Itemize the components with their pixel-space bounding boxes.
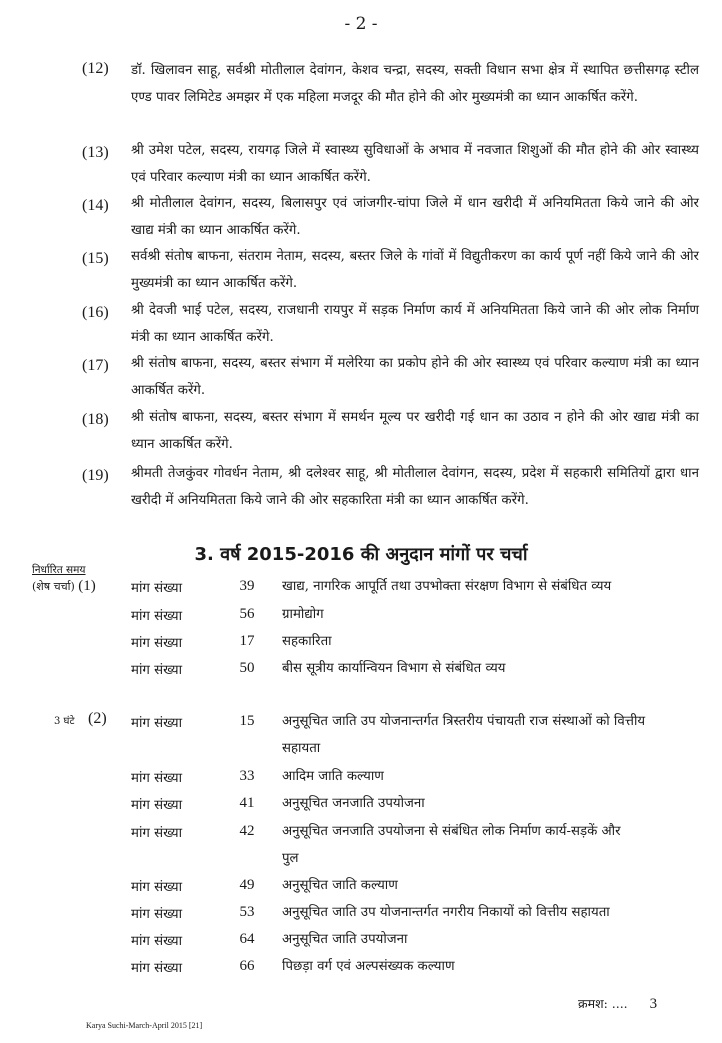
notice-text: श्री संतोष बाफना, सदस्य, बस्तर संभाग में मलेरिया का प्रकोप होने की ओर स्वास्थ्य एवं परिवार कल्याण मंत्री का ध्यान आकर्षित करेंगे. [131,356,699,398]
notice-number: (12) [82,60,109,77]
demand-label: मांग संख्या [131,581,183,596]
demand-label: मांग संख्या [131,934,183,949]
next-page-number: 3 [649,996,658,1012]
notice-number: (17) [82,357,109,374]
group2-time: 3 घंटे [54,716,75,727]
demand-number: 33 [239,768,255,784]
continuation-marker [578,995,657,1013]
notice-text: श्रीमती तेजकुंवर गोवर्धन नेताम, श्री दलेश्वर साहू, श्री मोतीलाल देवांगन, सदस्य, प्रदेश में सहकारी समितियों द्वारा धान खरीदी में अनियमितता किये जाने की ओर सहकारिता मंत्री का ध्यान आकर्षित करेंगे. [131,466,699,508]
section-heading: 3. वर्ष 2015-2016 की अनुदान मांगों पर चर्चा [194,544,528,565]
notice-number: (14) [82,197,109,214]
demand-description: अनुसूचित जाति उप योजनान्तर्गत नगरीय निकायों को वित्तीय सहायता [282,905,610,920]
notice-text: श्री देवजी भाई पटेल, सदस्य, राजधानी रायपुर में सड़क निर्माण कार्य में अनियमितता किये जाने की ओर लोक निर्माण मंत्री का ध्यान आकर्षित करेंगे. [131,303,699,345]
demand-description: अनुसूचित जनजाति उपयोजना [282,796,425,811]
demand-label: मांग संख्या [131,636,183,651]
demand-number: 17 [239,633,255,649]
notice-number: (18) [82,411,109,428]
notice-number: (15) [82,250,109,267]
footer-reference: Karya Suchi-March-April 2015 [21] [86,1021,203,1030]
notice-text: श्री संतोष बाफना, सदस्य, बस्तर संभाग में समर्थन मूल्य पर खरीदी गई धान का उठाव न होने की ओर खाद्य मंत्री का ध्यान आकर्षित करेंगे. [131,410,699,452]
demand-label: मांग संख्या [131,798,183,813]
demand-label: मांग संख्या [131,907,183,922]
demand-label: मांग संख्या [131,716,183,731]
demand-label: मांग संख्या [131,826,183,841]
demand-description: खाद्य, नागरिक आपूर्ति तथा उपभोक्ता संरक्षण विभाग से संबंधित व्यय [282,579,612,594]
notice-text: डॉ. खिलावन साहू, सर्वश्री मोतीलाल देवांगन, केशव चन्द्रा, सदस्य, सक्ती विधान सभा क्षेत्र में स्थापित छत्तीसगढ़ स्टील एण्ड पावर लिमिटेड अमझर में एक महिला मजदूर की मौत होने की ओर मुख्यमंत्री का ध्यान आकर्षित करेंगे. [131,63,699,105]
demand-description: अनुसूचित जाति उपयोजना [282,932,408,947]
demand-number: 49 [239,877,255,893]
notice-text: श्री उमेश पटेल, सदस्य, रायगढ़ जिले में स्वास्थ्य सुविधाओं के अभाव में नवजात शिशुओं की मौत होने की ओर स्वास्थ्य एवं परिवार कल्याण मंत्री का ध्यान आकर्षित करेंगे. [131,143,699,185]
page-number: - 2 - [344,14,378,34]
demand-label: मांग संख्या [131,771,183,786]
demand-label: मांग संख्या [131,880,183,895]
demand-description: बीस सूत्रीय कार्यान्वियन विभाग से संबंधित व्यय [282,661,506,676]
demand-label: मांग संख्या [131,961,183,976]
demand-number: 41 [239,795,255,811]
demand-description: अनुसूचित जाति कल्याण [282,878,398,893]
notice-number: (19) [82,467,109,484]
demand-description: पिछड़ा वर्ग एवं अल्पसंख्यक कल्याण [282,959,455,974]
demand-number: 50 [239,660,255,676]
demand-number: 15 [239,713,255,729]
demand-number: 42 [239,823,255,839]
allotted-time-label: निर्धारित समय [32,564,86,576]
notice-number: (16) [82,304,109,321]
demand-number: 66 [239,958,255,974]
notice-text: सर्वश्री संतोष बाफना, संतराम नेताम, सदस्य, बस्तर जिले के गांवों में विद्युतीकरण का कार्य पूर्ण नहीं किये जाने की ओर मुख्यमंत्री का ध्यान आकर्षित करेंगे. [131,249,699,291]
demand-label: मांग संख्या [131,609,183,624]
group1-note [32,578,96,595]
demand-description: सहकारिता [282,634,332,649]
demand-description: अनुसूचित जाति उप योजनान्तर्गत त्रिस्तरीय पंचायती राज संस्थाओं को वित्तीय सहायता [282,714,646,756]
group2-number: (2) [88,710,107,727]
demand-number: 39 [239,578,255,594]
demand-number: 53 [239,904,255,920]
remaining-discussion-note: (शेष चर्चा) [32,580,75,593]
demand-label: मांग संख्या [131,663,183,678]
group1-number: (1) [78,578,96,594]
notice-number: (13) [82,144,109,161]
demand-description: ग्रामोद्योग [282,607,324,622]
demand-number: 56 [239,606,255,622]
notice-text: श्री मोतीलाल देवांगन, सदस्य, बिलासपुर एवं जांजगीर-चांपा जिले में धान खरीदी में अनियमितता किये जाने की ओर खाद्य मंत्री का ध्यान आकर्षित करेंगे. [131,196,699,238]
demand-description: अनुसूचित जनजाति उपयोजना से संबंधित लोक निर्माण कार्य-सड़कें और पुल [282,824,621,866]
demand-number: 64 [239,931,255,947]
continued-label: क्रमश: .... [578,996,628,1011]
demand-description: आदिम जाति कल्याण [282,769,384,784]
